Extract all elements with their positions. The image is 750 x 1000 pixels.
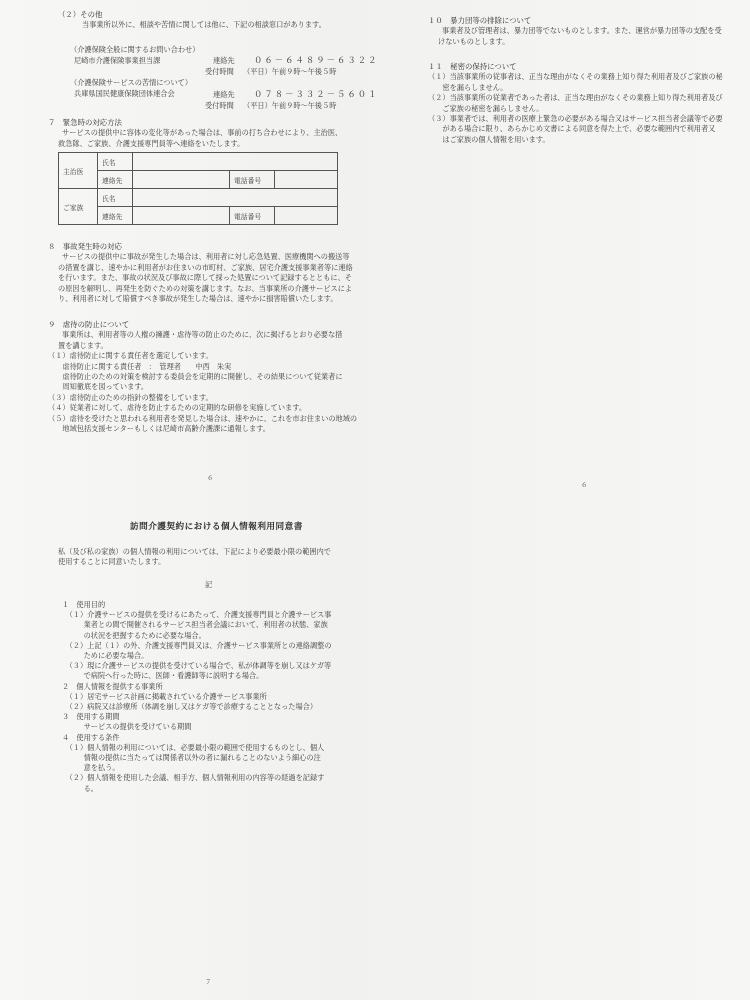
- consent-line: 情報の提供に当たっては関係者以外の者に漏れることのないよう細心の注: [62, 753, 321, 763]
- page-number-left: ６: [207, 474, 214, 482]
- sec8-line: を行います。また、事故の状況及び事故に際して採った処置について記録するとともに、そ: [58, 273, 352, 283]
- page-number-right: ６: [581, 481, 588, 489]
- consent-intro-line: 私（及び私の家族）の個人情報の利用については、下記により必要最小限の範囲内で: [58, 547, 331, 556]
- sec-other-text: 当事業所以外に、相談や苦情に関しては他に、下記の相談窓口があります。: [82, 20, 326, 30]
- consent-line: （１）個人情報の利用については、必要最小限の範囲で使用するものとし、個人: [62, 742, 325, 752]
- consent-line: ３ 使用する期間: [62, 712, 120, 722]
- contact1-tel: ０６－６４８９－６３２２: [254, 55, 379, 65]
- sec8: [48, 242, 353, 304]
- sec11-item: 密を漏らしません。: [428, 82, 508, 92]
- phone-label: 電話番号: [230, 171, 275, 189]
- sec8-line: サービスの提供中に事故が発生した場合は、利用者に対し応急処置、医療機関への搬送等: [62, 252, 350, 262]
- sec11-item: はご家族の個人情報を用います。: [428, 134, 550, 144]
- consent-line: 業者との間で開催されるサービス担当者会議において、利用者の状態、家族: [62, 620, 328, 630]
- sec7-line: サービスの提供中に容体の変化等があった場合は、事前の打ち合わせにより、主治医、: [62, 128, 343, 138]
- family-name-cell[interactable]: [133, 189, 338, 207]
- sec9-item: 虐待防止に関する責任者 ： 管理者 中西 朱実: [48, 361, 232, 371]
- sec-other-heading: （２）その他: [58, 10, 103, 19]
- sec9-item: 地域包括支援センターもしくは尼崎市高齢介護課に通報します。: [48, 424, 270, 434]
- sec10: [428, 16, 722, 47]
- consent-line: サービスの提供を受けている期間: [62, 722, 192, 732]
- contact2-org: 兵庫県国民健康保険団体連合会: [74, 89, 175, 98]
- consent-line: ために必要な場合。: [62, 651, 149, 661]
- consent-body: [62, 600, 332, 794]
- sec11-heading: １１ 秘密の保持について: [428, 62, 517, 71]
- contact2-tel: ０７８－３３２－５６０１: [254, 89, 379, 99]
- sec9-item: 虐待防止のための対策を検討する委員会を定期的に開催し、その結果について従業者に: [48, 372, 343, 382]
- consent-line: ４ 使用する条件: [62, 732, 120, 742]
- consent-intro: [58, 547, 331, 568]
- family-phone-cell[interactable]: [275, 207, 338, 225]
- sec11-item: ご家族の秘密を漏らしません。: [428, 103, 544, 113]
- consent-line: （１）居宅サービス計画に掲載されている介護サービス事業所: [62, 691, 267, 701]
- sec9-item: （１）虐待防止に関する責任者を選定しています。: [48, 351, 213, 361]
- consent-intro-line: 使用することに同意いたします。: [58, 557, 166, 567]
- sec11-item: （２）当該事業所の従業者であった者は、正当な理由がなくその業務上知り得た利用者及び: [428, 93, 723, 103]
- sec9-heading: ９ 虐待の防止について: [48, 320, 130, 329]
- consent-line: の状況を把握するために必要な場合。: [62, 630, 206, 640]
- ki-mark: 記: [205, 580, 213, 589]
- consent-line: １ 使用目的: [62, 600, 106, 609]
- group-family: ご家族: [59, 189, 98, 225]
- contact2-label: （介護保険サービスの苦情について）: [70, 78, 193, 87]
- name-label: 氏名: [98, 189, 133, 207]
- sec8-heading: ８ 事故発生時の対応: [48, 242, 122, 251]
- sec7-heading: ７ 緊急時の対応方法: [48, 118, 122, 127]
- contact2-tel-label: 連絡先: [213, 90, 235, 99]
- contact2-hours-label: 受付時間: [205, 101, 234, 110]
- sec7-line: 救急隊、ご家族、介護支援専門員等へ連絡をいたします。: [58, 138, 245, 148]
- phone-label: 電話番号: [230, 207, 275, 225]
- contact1-hours: （平日）午前９時〜午後５時: [243, 67, 337, 76]
- sec8-line: の原因を解明し、再発生を防ぐための対策を講じます。なお、当事業所の介護サービスによ: [58, 283, 353, 293]
- sec7: [48, 118, 342, 149]
- sec11-item: （１）当該事業所の従事者は、正当な理由がなくその業務上知り得た利用者及びご家族の秘: [428, 72, 723, 82]
- group-doctor: 主治医: [59, 153, 98, 189]
- sec9: [48, 320, 357, 434]
- sec9-item: 周知徹底を図っています。: [48, 382, 149, 392]
- sec11: [428, 62, 723, 145]
- consent-title: 訪問介護契約における個人情報利用同意書: [130, 522, 303, 532]
- sec11-item: （３）事業者では、利用者の医療上緊急の必要がある場合又はサービス担当者会議等で必要: [428, 114, 723, 124]
- consent-line: （２）個人情報を使用した会議、相手方、個人情報利用の内容等の経過を記録す: [62, 773, 325, 783]
- sec11-item: がある場合に限り、あらかじめ文書による同意を得た上で、必要な範囲内で利用者又: [428, 124, 716, 134]
- contact1-org: 尼崎市介護保険事業担当課: [74, 56, 161, 65]
- doctor-phone-cell[interactable]: [275, 171, 338, 189]
- sec10-heading: １０ 暴力団等の排除について: [428, 16, 532, 25]
- consent-line: （２）病院又は診療所（体調を崩し又はケガ等で診療することとなった場合）: [62, 702, 318, 712]
- sec9-intro: 事業所は、利用者等の人権の擁護・虐待等の防止のために、次に掲げるとおり必要な措: [62, 330, 343, 340]
- consent-line: （２）上記（１）の外、介護支援専門員又は、介護サービス事業所との連絡調整の: [62, 640, 332, 650]
- contact1-hours-label: 受付時間: [205, 67, 234, 76]
- consent-line: る。: [62, 783, 98, 793]
- sec9-item: （５）虐待を受けたと思われる利用者を発見した場合は、速やかに、これを市お住まいの地域の: [48, 413, 358, 423]
- consent-line: ２ 個人情報を提供する事業所: [62, 681, 163, 691]
- emergency-contact-table: [58, 152, 338, 225]
- doctor-name-cell[interactable]: [133, 153, 338, 171]
- contact2-hours: （平日）午前９時〜午後５時: [243, 101, 337, 110]
- name-label: 氏名: [98, 153, 133, 171]
- contact1-tel-label: 連絡先: [213, 56, 235, 65]
- sec8-line: り、利用者に対して賠償すべき事故が発生した場合は、速やかに損害賠償いたします。: [58, 294, 338, 304]
- sec10-line: けないものとします。: [438, 36, 510, 46]
- sec9-item: （３）虐待防止のための指針の整備をしています。: [48, 392, 213, 402]
- family-contact-cell[interactable]: [133, 207, 230, 225]
- contact1-label: （介護保険全般に関するお問い合わせ）: [70, 45, 200, 54]
- contact-label: 連絡先: [98, 171, 133, 189]
- consent-line: （３）現に介護サービスの提供を受けている場合で、私が体調等を崩し又はケガ等: [62, 661, 332, 671]
- left-page-body: [58, 10, 326, 31]
- sec10-line: 事業者及び管理者は、暴力団等でないものとします。また、運営が暴力団等の支配を受: [442, 26, 722, 36]
- consent-line: 意を払う。: [62, 763, 120, 773]
- sec9-item: （４）従業者に対して、虐待を防止するための定期的な研修を実施しています。: [48, 403, 307, 413]
- doctor-contact-cell[interactable]: [133, 171, 230, 189]
- page-number-consent: ７: [205, 978, 212, 986]
- contact-label: 連絡先: [98, 207, 133, 225]
- sec9-intro: 置を講じます。: [58, 340, 108, 350]
- consent-line: で病院へ行った時に、医師・看護師等に説明する場合。: [62, 671, 264, 681]
- consent-line: （１）介護サービスの提供を受けるにあたって、介護支援専門員と介護サービス事: [62, 610, 332, 620]
- sec8-line: の措置を講じ、速やかに利用者がお住まいの市町村、ご家族、居宅介護支援事業者等に連絡: [58, 262, 353, 272]
